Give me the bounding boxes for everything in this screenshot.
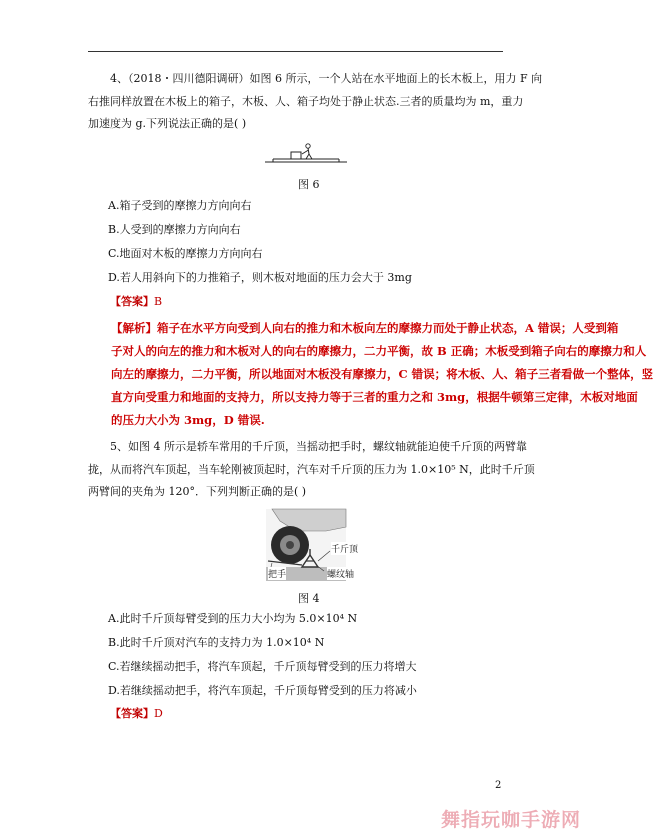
answer-label: 【答案】 — [110, 707, 154, 720]
analysis-line-3: 向左的摩擦力，二力平衡，所以地面对木板没有摩擦力，C 错误；将木板、人、箱子三者看做一个整体，竖 — [111, 367, 653, 381]
figure-4-label-screw: 螺纹轴 — [327, 567, 354, 580]
question-4-line-1: 4、（2018・四川德阳调研）如图 6 所示，一个人站在水平地面上的长木板上，用力 F 向 — [110, 72, 543, 85]
question-5-line-1: 5、如图 4 所示是轿车常用的千斤顶，当摇动把手时，螺纹轴就能迫使千斤顶的两臂靠 — [110, 440, 527, 453]
question-5-line-2: 拢，从而将汽车顶起，当车轮刚被顶起时，汽车对千斤顶的压力为 1.0×10⁵ N，此时千斤顶 — [88, 462, 535, 476]
header-rule — [88, 51, 503, 52]
question-4-option-a: A.箱子受到的摩擦力方向向右 — [108, 199, 252, 212]
question-5-answer — [110, 705, 163, 721]
question-5-option-c: C.若继续摇动把手，将汽车顶起，千斤顶每臂受到的压力将增大 — [108, 660, 417, 673]
question-4-line-3: 加速度为 g.下列说法正确的是( ) — [88, 117, 247, 130]
question-4-option-d: D.若人用斜向下的力推箱子，则木板对地面的压力会大于 3mg — [108, 271, 412, 284]
question-4-line-2: 右推同样放置在木板上的箱子，木板、人、箱子均处于静止状态.三者的质量均为 m，重力 — [88, 94, 524, 108]
figure-6-caption: 图 6 — [298, 178, 320, 191]
figure-4-caption: 图 4 — [298, 592, 320, 605]
page-number: 2 — [495, 780, 502, 791]
question-4-stem — [88, 68, 543, 136]
figure-4-label-handle: 把手 — [268, 567, 286, 580]
analysis-line-5: 的压力大小为 3mg，D 错误. — [111, 413, 265, 427]
question-5-stem — [88, 436, 535, 504]
question-5-option-d: D.若继续摇动把手，将汽车顶起，千斤顶每臂受到的压力将减小 — [108, 684, 417, 697]
analysis-line-1: 【解析】箱子在水平方向受到人向右的推力和木板向左的摩擦力而处于静止状态，A 错误；人受到箱 — [111, 321, 619, 335]
analysis-line-2: 子对人的向左的推力和木板对人的向右的摩擦力，二力平衡，故 B 正确；木板受到箱子向右的摩擦力和人 — [111, 344, 647, 358]
question-4-option-c: C.地面对木板的摩擦力方向向右 — [108, 247, 263, 260]
analysis-line-4: 直方向受重力和地面的支持力，所以支持力等于三者的重力之和 3mg，根据牛顿第三定律，木板对地面 — [111, 390, 638, 404]
figure-6-diagram — [265, 141, 347, 165]
answer-value: D — [154, 707, 163, 720]
question-5-line-3: 两臂间的夹角为 120°．下列判断正确的是( ) — [88, 485, 307, 498]
figure-4-label-jack: 千斤顶 — [331, 542, 358, 555]
question-4-answer — [110, 293, 162, 309]
answer-label: 【答案】 — [110, 295, 154, 308]
answer-value: B — [154, 295, 163, 308]
question-5-option-a: A.此时千斤顶每臂受到的压力大小均为 5.0×10⁴ N — [108, 612, 358, 625]
question-4-analysis — [111, 317, 653, 432]
question-5-option-b: B.此时千斤顶对汽车的支持力为 1.0×10⁴ N — [108, 636, 325, 649]
question-4-option-b: B.人受到的摩擦力方向向右 — [108, 223, 241, 236]
site-watermark: 舞指玩咖手游网 — [440, 809, 581, 831]
